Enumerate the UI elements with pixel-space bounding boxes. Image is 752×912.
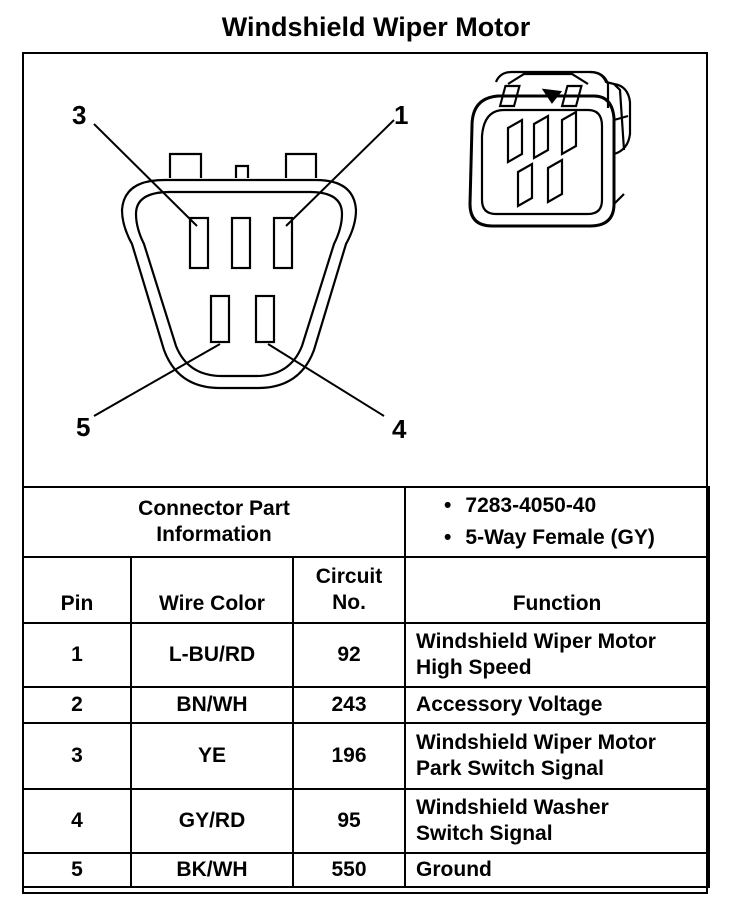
function-cell: Windshield Wiper Motor High Speed	[405, 623, 709, 687]
connector-latch-center	[236, 166, 248, 178]
connector-latch-left	[170, 154, 201, 178]
connector-face-view	[122, 154, 356, 388]
connector-diagram	[24, 54, 708, 484]
pin-cavity-3	[190, 218, 208, 268]
connector-info-row	[23, 487, 709, 557]
leader-line-5	[94, 344, 220, 416]
leader-line-4	[268, 344, 384, 416]
wire-color-cell: BK/WH	[131, 853, 293, 887]
leader-line-1	[286, 120, 394, 226]
pin-cell: 5	[23, 853, 131, 887]
header-pin: Pin	[23, 557, 131, 623]
circuit-cell: 196	[293, 723, 405, 789]
pin-cavity-1	[274, 218, 292, 268]
function-cell: Windshield Wiper Motor Park Switch Signal	[405, 723, 709, 789]
header-circuit-no: Circuit No.	[293, 557, 405, 623]
pin-cell: 4	[23, 789, 131, 853]
leader-line-3	[94, 124, 197, 226]
table-header-row	[23, 557, 709, 623]
pin-cavity-4	[256, 296, 274, 342]
table-row	[23, 789, 709, 853]
circuit-cell: 92	[293, 623, 405, 687]
connector-info-values	[405, 487, 709, 557]
header-function: Function	[405, 557, 709, 623]
circuit-cell: 243	[293, 687, 405, 723]
connector-part-number: • 7283-4050-40	[444, 494, 597, 517]
function-cell: Accessory Voltage	[405, 687, 709, 723]
wire-color-cell: L-BU/RD	[131, 623, 293, 687]
connector-info-label: Connector Part Information	[23, 487, 405, 557]
table-row	[23, 623, 709, 687]
pinout-table	[22, 486, 710, 888]
pin-cell: 1	[23, 623, 131, 687]
circuit-cell: 95	[293, 789, 405, 853]
wire-color-cell: GY/RD	[131, 789, 293, 853]
pin-callout-3: 3	[72, 100, 87, 130]
connector-latch-right	[286, 154, 316, 178]
pin-cell: 2	[23, 687, 131, 723]
pin-cell: 3	[23, 723, 131, 789]
table-row	[23, 853, 709, 887]
pin-callout-4: 4	[392, 414, 407, 444]
wire-color-cell: YE	[131, 723, 293, 789]
pin-callout-5: 5	[76, 412, 91, 442]
function-cell: Ground	[405, 853, 709, 887]
connector-inner-shell	[136, 192, 342, 376]
pin-cavity-2	[232, 218, 250, 268]
connector-3d-view	[470, 72, 630, 226]
wire-color-cell: BN/WH	[131, 687, 293, 723]
header-wire-color: Wire Color	[131, 557, 293, 623]
pin-callout-1: 1	[394, 100, 409, 130]
page-title: Windshield Wiper Motor	[221, 12, 531, 42]
table-row	[23, 723, 709, 789]
connector-type: • 5-Way Female (GY)	[444, 526, 655, 549]
table-row	[23, 687, 709, 723]
circuit-cell: 550	[293, 853, 405, 887]
pin-cavity-5	[211, 296, 229, 342]
function-cell: Windshield Washer Switch Signal	[405, 789, 709, 853]
